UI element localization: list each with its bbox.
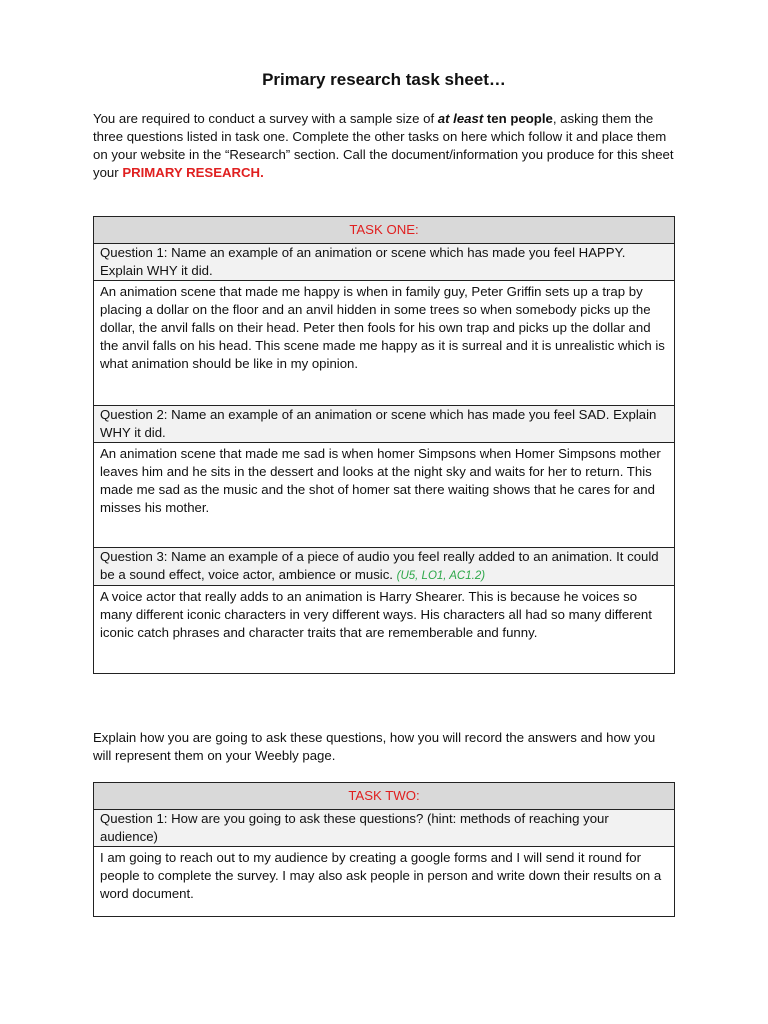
task-one-table: [93, 216, 675, 674]
intro-ten-people: ten people: [483, 111, 553, 126]
task-one-question-2: Question 2: Name an example of an animation or scene which has made you feel SAD. Explain WHY it did.: [94, 406, 675, 443]
intro-at-least: at least: [437, 111, 484, 126]
intro-paragraph: [93, 110, 677, 182]
task-two-table: [93, 782, 675, 917]
task-two-answer-1[interactable]: I am going to reach out to my audience by creating a google forms and I will send it round for people to complete the survey. I may also ask people in person and write down their results on a word document.: [94, 847, 675, 917]
intro-text-2: , asking them the three questions listed in task one. Complete the other tasks on here which follow it and place them on your website in the “Research” section. Call the document/information you produce for this sheet your: [93, 111, 674, 180]
task-one-question-3: [94, 548, 675, 586]
task-two-header: TASK TWO:: [94, 783, 675, 810]
task-one-header: TASK ONE:: [94, 217, 675, 244]
intro-primary-research: PRIMARY RESEARCH.: [122, 165, 264, 180]
task-one-question-3-text: Question 3: Name an example of a piece of audio you feel really added to an animation. It could be a sound effect, voice actor, ambience or music.: [100, 549, 659, 582]
task-one-question-3-reference: (U5, LO1, AC1.2): [396, 570, 486, 582]
task-two-question-1: Question 1: How are you going to ask these questions? (hint: methods of reaching your audience): [94, 810, 675, 847]
page-title: Primary research task sheet…: [262, 70, 506, 89]
task-one-question-1: Question 1: Name an example of an animation or scene which has made you feel HAPPY. Explain WHY it did.: [94, 244, 675, 281]
intro-text-1: You are required to conduct a survey with a sample size of: [93, 111, 438, 126]
task-one-answer-1[interactable]: An animation scene that made me happy is when in family guy, Peter Griffin sets up a trap by placing a dollar on the floor and an anvil hidden in some trees so when somebody picks up the dollar, the anvil falls on their head. Peter then fools for his own trap and picks up the dollar and the anvil falls on his head. This scene made me happy as it is surreal and it is unrealistic which is what animation should be like in my opinion.: [94, 281, 675, 406]
task-one-answer-2[interactable]: An animation scene that made me sad is when homer Simpsons when Homer Simpsons mother leaves him and he sits in the dessert and looks at the night sky and waits for her to return. This made me sad as the music and the shot of homer sat there waiting shows that he cares for and misses his mother.: [94, 443, 675, 548]
explain-paragraph: Explain how you are going to ask these questions, how you will record the answers and how you will represent them on your Weebly page.: [93, 730, 656, 763]
task-one-answer-3[interactable]: A voice actor that really adds to an animation is Harry Shearer. This is because he voices so many different iconic characters in very different ways. His characters all had so many different iconic catch phrases and character traits that are rememberable and funny.: [94, 586, 675, 674]
